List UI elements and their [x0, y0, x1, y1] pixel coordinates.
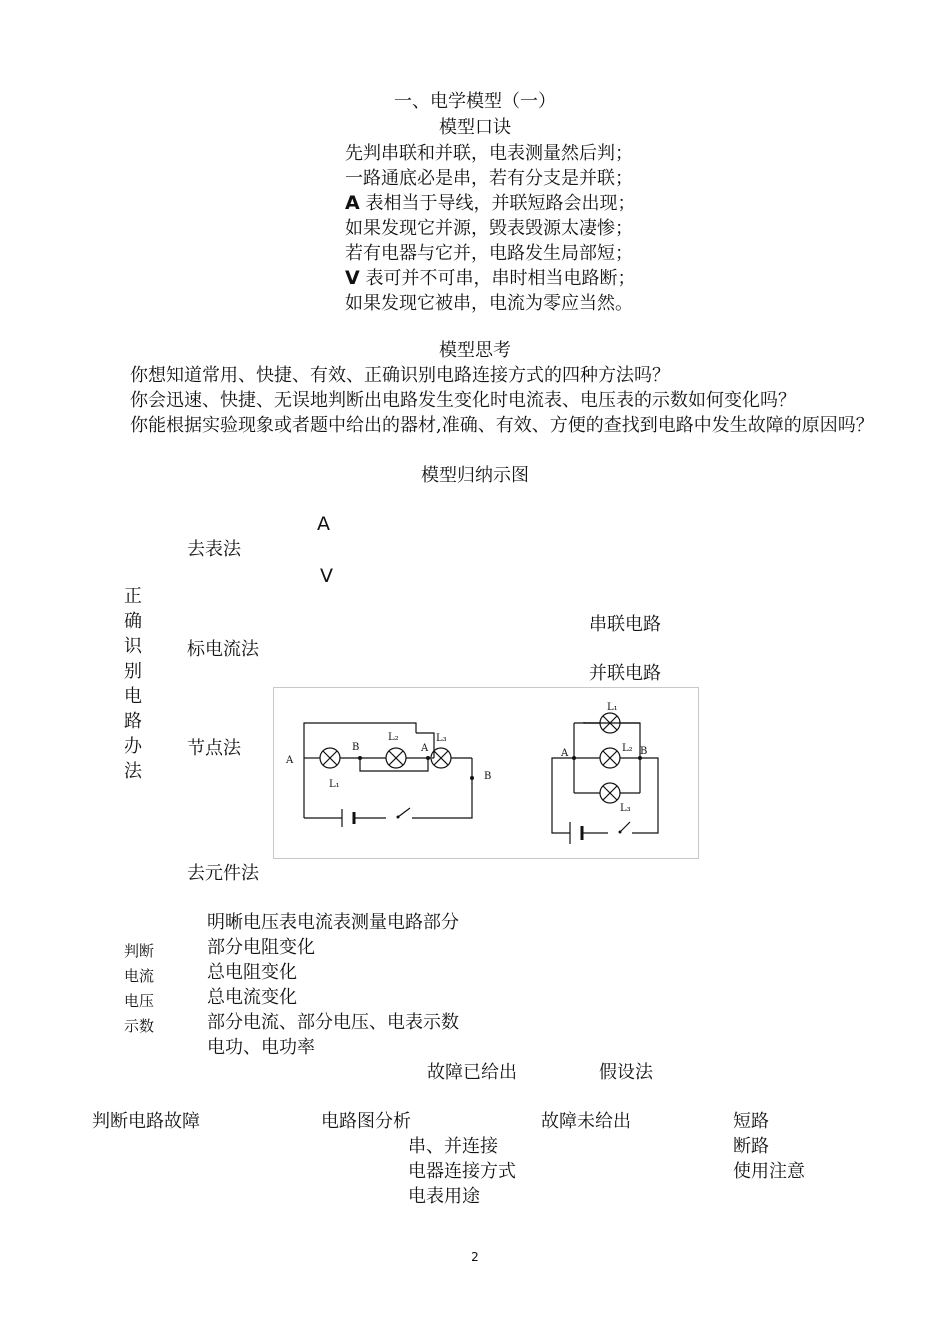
label-right-b: B [640, 746, 648, 757]
circuit-diagram [273, 687, 699, 859]
label-right-a: A [561, 748, 569, 759]
readings-label-line: 电流 [124, 967, 155, 985]
reading-item: 总电流变化 [207, 987, 297, 1008]
label-right-l1: L₁ [607, 702, 618, 713]
label-right-l3: L₃ [620, 803, 631, 814]
fault-device-connection: 电器连接方式 [408, 1161, 516, 1182]
summary-heading: 模型归纳示图 [421, 465, 529, 486]
fault-not-given: 故障未给出 [541, 1111, 631, 1132]
method-mark-current: 标电流法 [187, 639, 259, 660]
method-node: 节点法 [187, 738, 241, 759]
fault-short: 短路 [733, 1111, 769, 1132]
question: 你会迅速、快捷、无误地判断出电路发生变化时电流表、电压表的示数如何变化吗？ [130, 390, 796, 411]
label-left-a2: A [421, 743, 429, 754]
label-right-l2: L₂ [622, 743, 633, 754]
reading-item: 部分电阻变化 [207, 937, 315, 958]
mnemonic-line: V 表可并不可串，串时相当电路断； [345, 267, 636, 289]
circuit-diagram-svg [274, 688, 698, 858]
mnemonic-line: A 表相当于导线，并联短路会出现； [345, 192, 636, 214]
label-left-b2: B [484, 771, 492, 782]
readings-label-line: 判断 [124, 942, 155, 960]
meter-a-label: A [317, 513, 330, 535]
series-circuit-label: 串联电路 [589, 614, 661, 635]
fault-series-parallel: 串、并连接 [408, 1136, 498, 1157]
fault-usage-notes: 使用注意 [733, 1161, 805, 1182]
fault-given: 故障已给出 [427, 1062, 517, 1083]
method-remove-component: 去元件法 [187, 863, 259, 884]
meter-v-label: V [320, 565, 333, 587]
identify-methods-label: 正 确 识 别 电 路 办 法 [124, 586, 142, 782]
mnemonic-line: 先判串联和并联，电表测量然后判； [345, 143, 633, 164]
mnemonic-line: 若有电器与它并，电路发生局部短； [345, 243, 633, 264]
fault-meter-usage: 电表用途 [408, 1186, 480, 1207]
page-title: 一、电学模型（一） [394, 91, 556, 112]
page-number: 2 [471, 1250, 479, 1264]
mnemonic-line: 如果发现它被串，电流为零应当然。 [345, 293, 633, 314]
readings-label-line: 示数 [124, 1017, 155, 1035]
label-left-a1: A [286, 755, 294, 766]
label-left-l2: L₂ [388, 732, 399, 743]
reading-item: 电功、电功率 [207, 1037, 315, 1058]
question: 你想知道常用、快捷、有效、正确识别电路连接方式的四种方法吗？ [130, 365, 670, 386]
fault-analysis: 电路图分析 [321, 1111, 411, 1132]
question: 你能根据实验现象或者题中给出的器材,准确、有效、方便的查找到电路中发生故障的原因吗？ [130, 415, 874, 436]
reading-item: 明晰电压表电流表测量电路部分 [207, 912, 459, 933]
reading-item: 总电阻变化 [207, 962, 297, 983]
mnemonic-line: 一路通底必是串，若有分支是并联； [345, 168, 633, 189]
reading-item: 部分电流、部分电压、电表示数 [207, 1012, 459, 1033]
label-left-l1: L₁ [329, 779, 340, 790]
mnemonic-line: 如果发现它并源，毁表毁源太凄惨； [345, 218, 633, 239]
parallel-circuit-label: 并联电路 [589, 663, 661, 684]
mnemonic-heading: 模型口诀 [439, 117, 511, 138]
fault-assume-method: 假设法 [599, 1062, 653, 1083]
label-left-b1: B [352, 742, 360, 753]
method-remove-meter: 去表法 [187, 539, 241, 560]
fault-judge-label: 判断电路故障 [92, 1111, 200, 1132]
label-left-l3: L₃ [436, 733, 447, 744]
readings-label-line: 电压 [124, 992, 155, 1010]
thinking-heading: 模型思考 [439, 340, 511, 361]
fault-open: 断路 [733, 1136, 769, 1157]
